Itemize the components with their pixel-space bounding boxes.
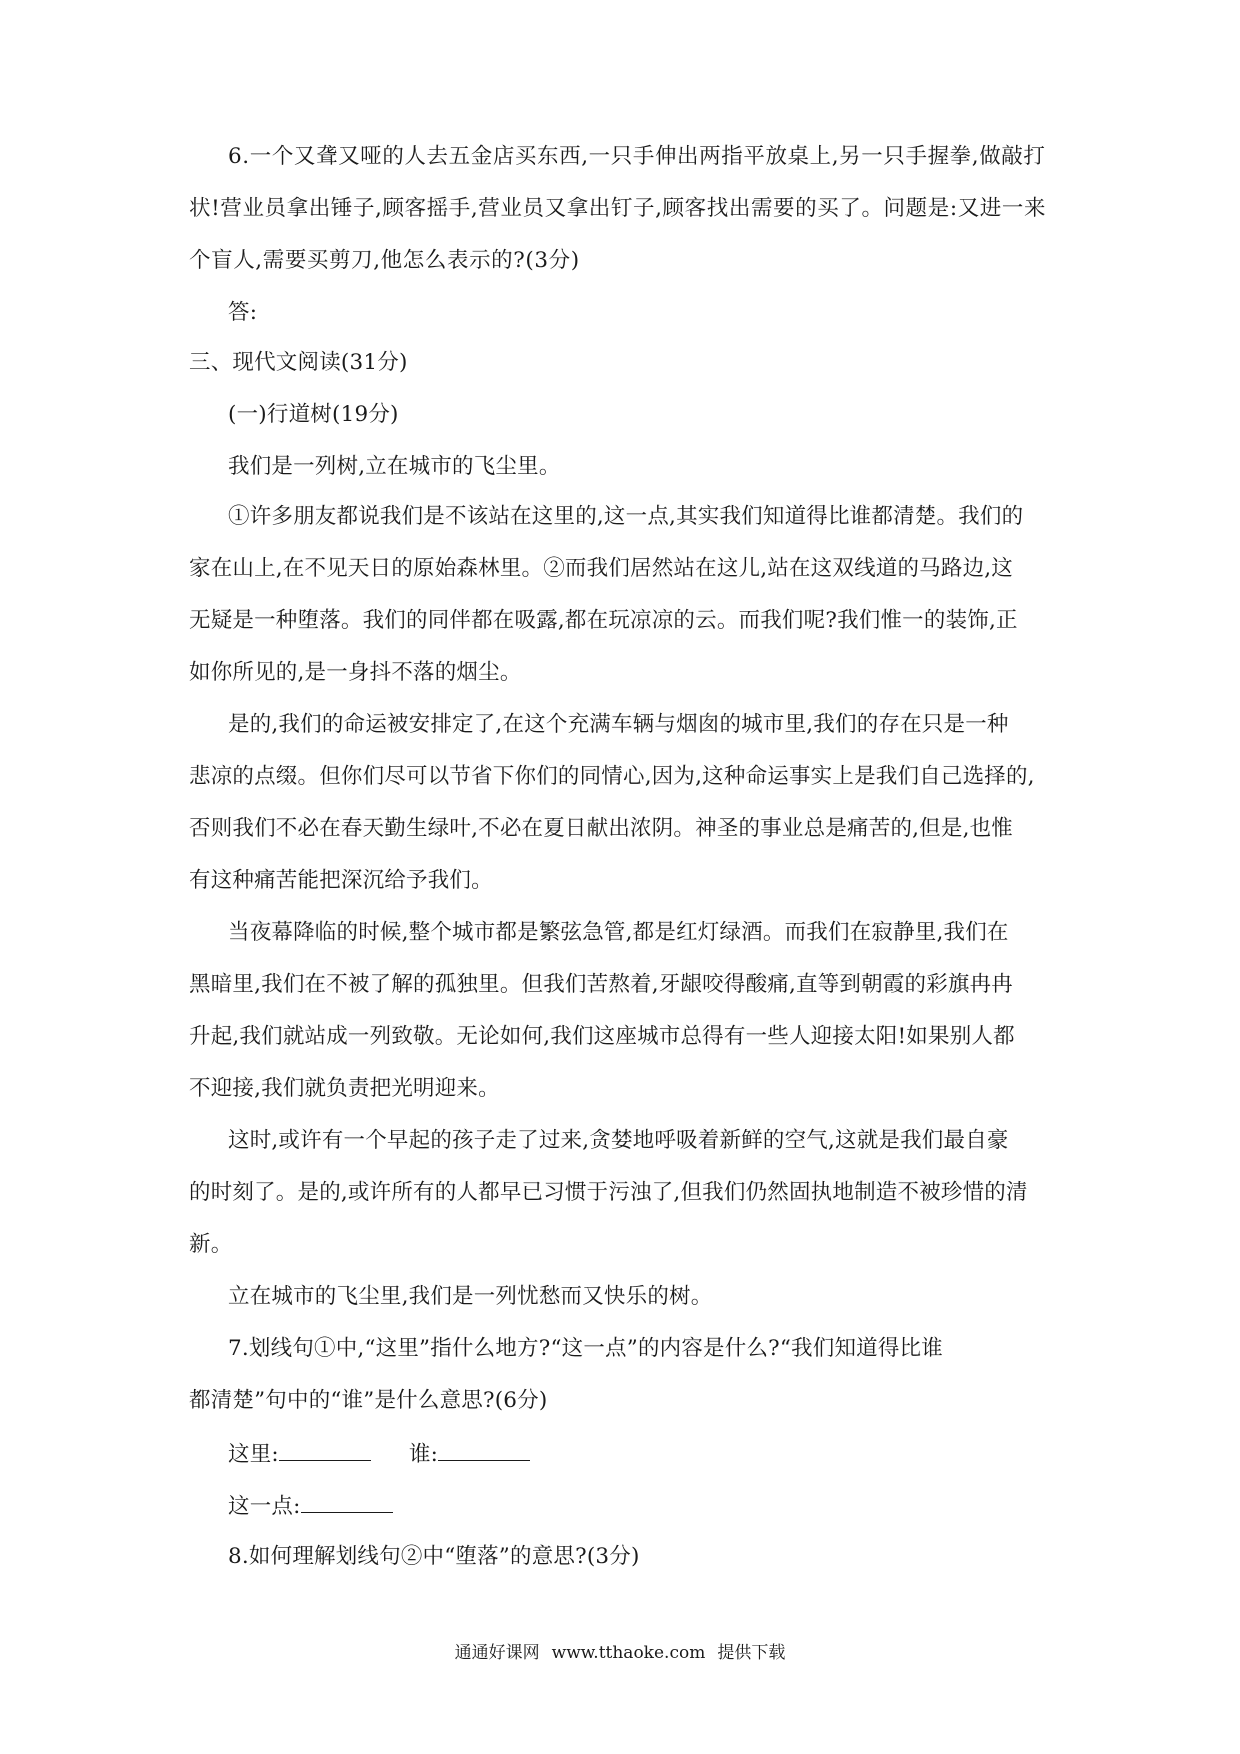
question7-line-2: 都清楚”句中的“谁”是什么意思?(6分)	[189, 1388, 548, 1413]
question6-line-1: 6.一个又聋又哑的人去五金店买东西,一只手伸出两指平放桌上,另一只手握拳,做敲打	[228, 144, 1046, 169]
passage-line: 黑暗里,我们在不被了解的孤独里。但我们苦熬着,牙龈咬得酸痛,直等到朝霞的彩旗冉冉	[189, 972, 1014, 997]
passage-line: 立在城市的飞尘里,我们是一列忧愁而又快乐的树。	[228, 1284, 713, 1309]
section3-title: 三、现代文阅读(31分)	[189, 350, 408, 375]
footer-url[interactable]: www.tthaoke.com	[551, 1643, 706, 1663]
fill-label-shui: 谁:	[408, 1442, 439, 1467]
passage-line: 当夜幕降临的时候,整个城市都是繁弦急管,都是红灯绿酒。而我们在寂静里,我们在	[228, 920, 1009, 945]
fill-label-zheyidian: 这一点:	[228, 1494, 301, 1519]
question6-line-3: 个盲人,需要买剪刀,他怎么表示的?(3分)	[189, 248, 580, 273]
answer-blank-zheli[interactable]	[279, 1438, 371, 1461]
footer-suffix: 提供下载	[717, 1643, 786, 1663]
question6-answer-label: 答:	[228, 300, 258, 325]
question7-line-1: 7.划线句①中,“这里”指什么地方?“这一点”的内容是什么?“我们知道得比谁	[228, 1336, 943, 1361]
passage-line: 的时刻了。是的,或许所有的人都早已习惯于污浊了,但我们仍然固执地制造不被珍惜的清	[189, 1180, 1028, 1205]
footer-site-name: 通通好课网	[454, 1643, 540, 1663]
passage-line: 我们是一列树,立在城市的飞尘里。	[228, 454, 561, 479]
page-footer	[0, 1641, 1240, 1665]
passage-line: 升起,我们就站成一列致敬。无论如何,我们这座城市总得有一些人迎接太阳!如果别人都	[189, 1024, 1015, 1049]
passage-line: 家在山上,在不见天日的原始森林里。②而我们居然站在这儿,站在这双线道的马路边,这	[189, 556, 1014, 581]
section3-subsection-title: (一)行道树(19分)	[228, 402, 399, 427]
passage-line: 如你所见的,是一身抖不落的烟尘。	[189, 660, 522, 685]
passage-line: 是的,我们的命运被安排定了,在这个充满车辆与烟囱的城市里,我们的存在只是一种	[228, 712, 1009, 737]
answer-blank-shui[interactable]	[438, 1438, 530, 1461]
question8-text: 8.如何理解划线句②中“堕落”的意思?(3分)	[228, 1544, 640, 1569]
fill-label-zheli: 这里:	[228, 1442, 279, 1467]
passage-line: 无疑是一种堕落。我们的同伴都在吸露,都在玩凉凉的云。而我们呢?我们惟一的装饰,正	[189, 608, 1018, 633]
passage-line: 新。	[189, 1232, 233, 1257]
question7-fill-row-2	[228, 1490, 393, 1522]
answer-blank-zheyidian[interactable]	[301, 1490, 393, 1513]
question6-line-2: 状!营业员拿出锤子,顾客摇手,营业员又拿出钉子,顾客找出需要的买了。问题是:又进一来	[189, 196, 1047, 221]
passage-line: 否则我们不必在春天勤生绿叶,不必在夏日献出浓阴。神圣的事业总是痛苦的,但是,也惟	[189, 816, 1014, 841]
passage-line: 悲凉的点缀。但你们尽可以节省下你们的同情心,因为,这种命运事实上是我们自己选择的,	[189, 764, 1035, 789]
passage-line: ①许多朋友都说我们是不该站在这里的,这一点,其实我们知道得比谁都清楚。我们的	[228, 504, 1024, 529]
passage-line: 有这种痛苦能把深沉给予我们。	[189, 868, 493, 893]
question7-fill-row-1	[228, 1438, 530, 1470]
passage-line: 不迎接,我们就负责把光明迎来。	[189, 1076, 500, 1101]
passage-line: 这时,或许有一个早起的孩子走了过来,贪婪地呼吸着新鲜的空气,这就是我们最自豪	[228, 1128, 1009, 1153]
